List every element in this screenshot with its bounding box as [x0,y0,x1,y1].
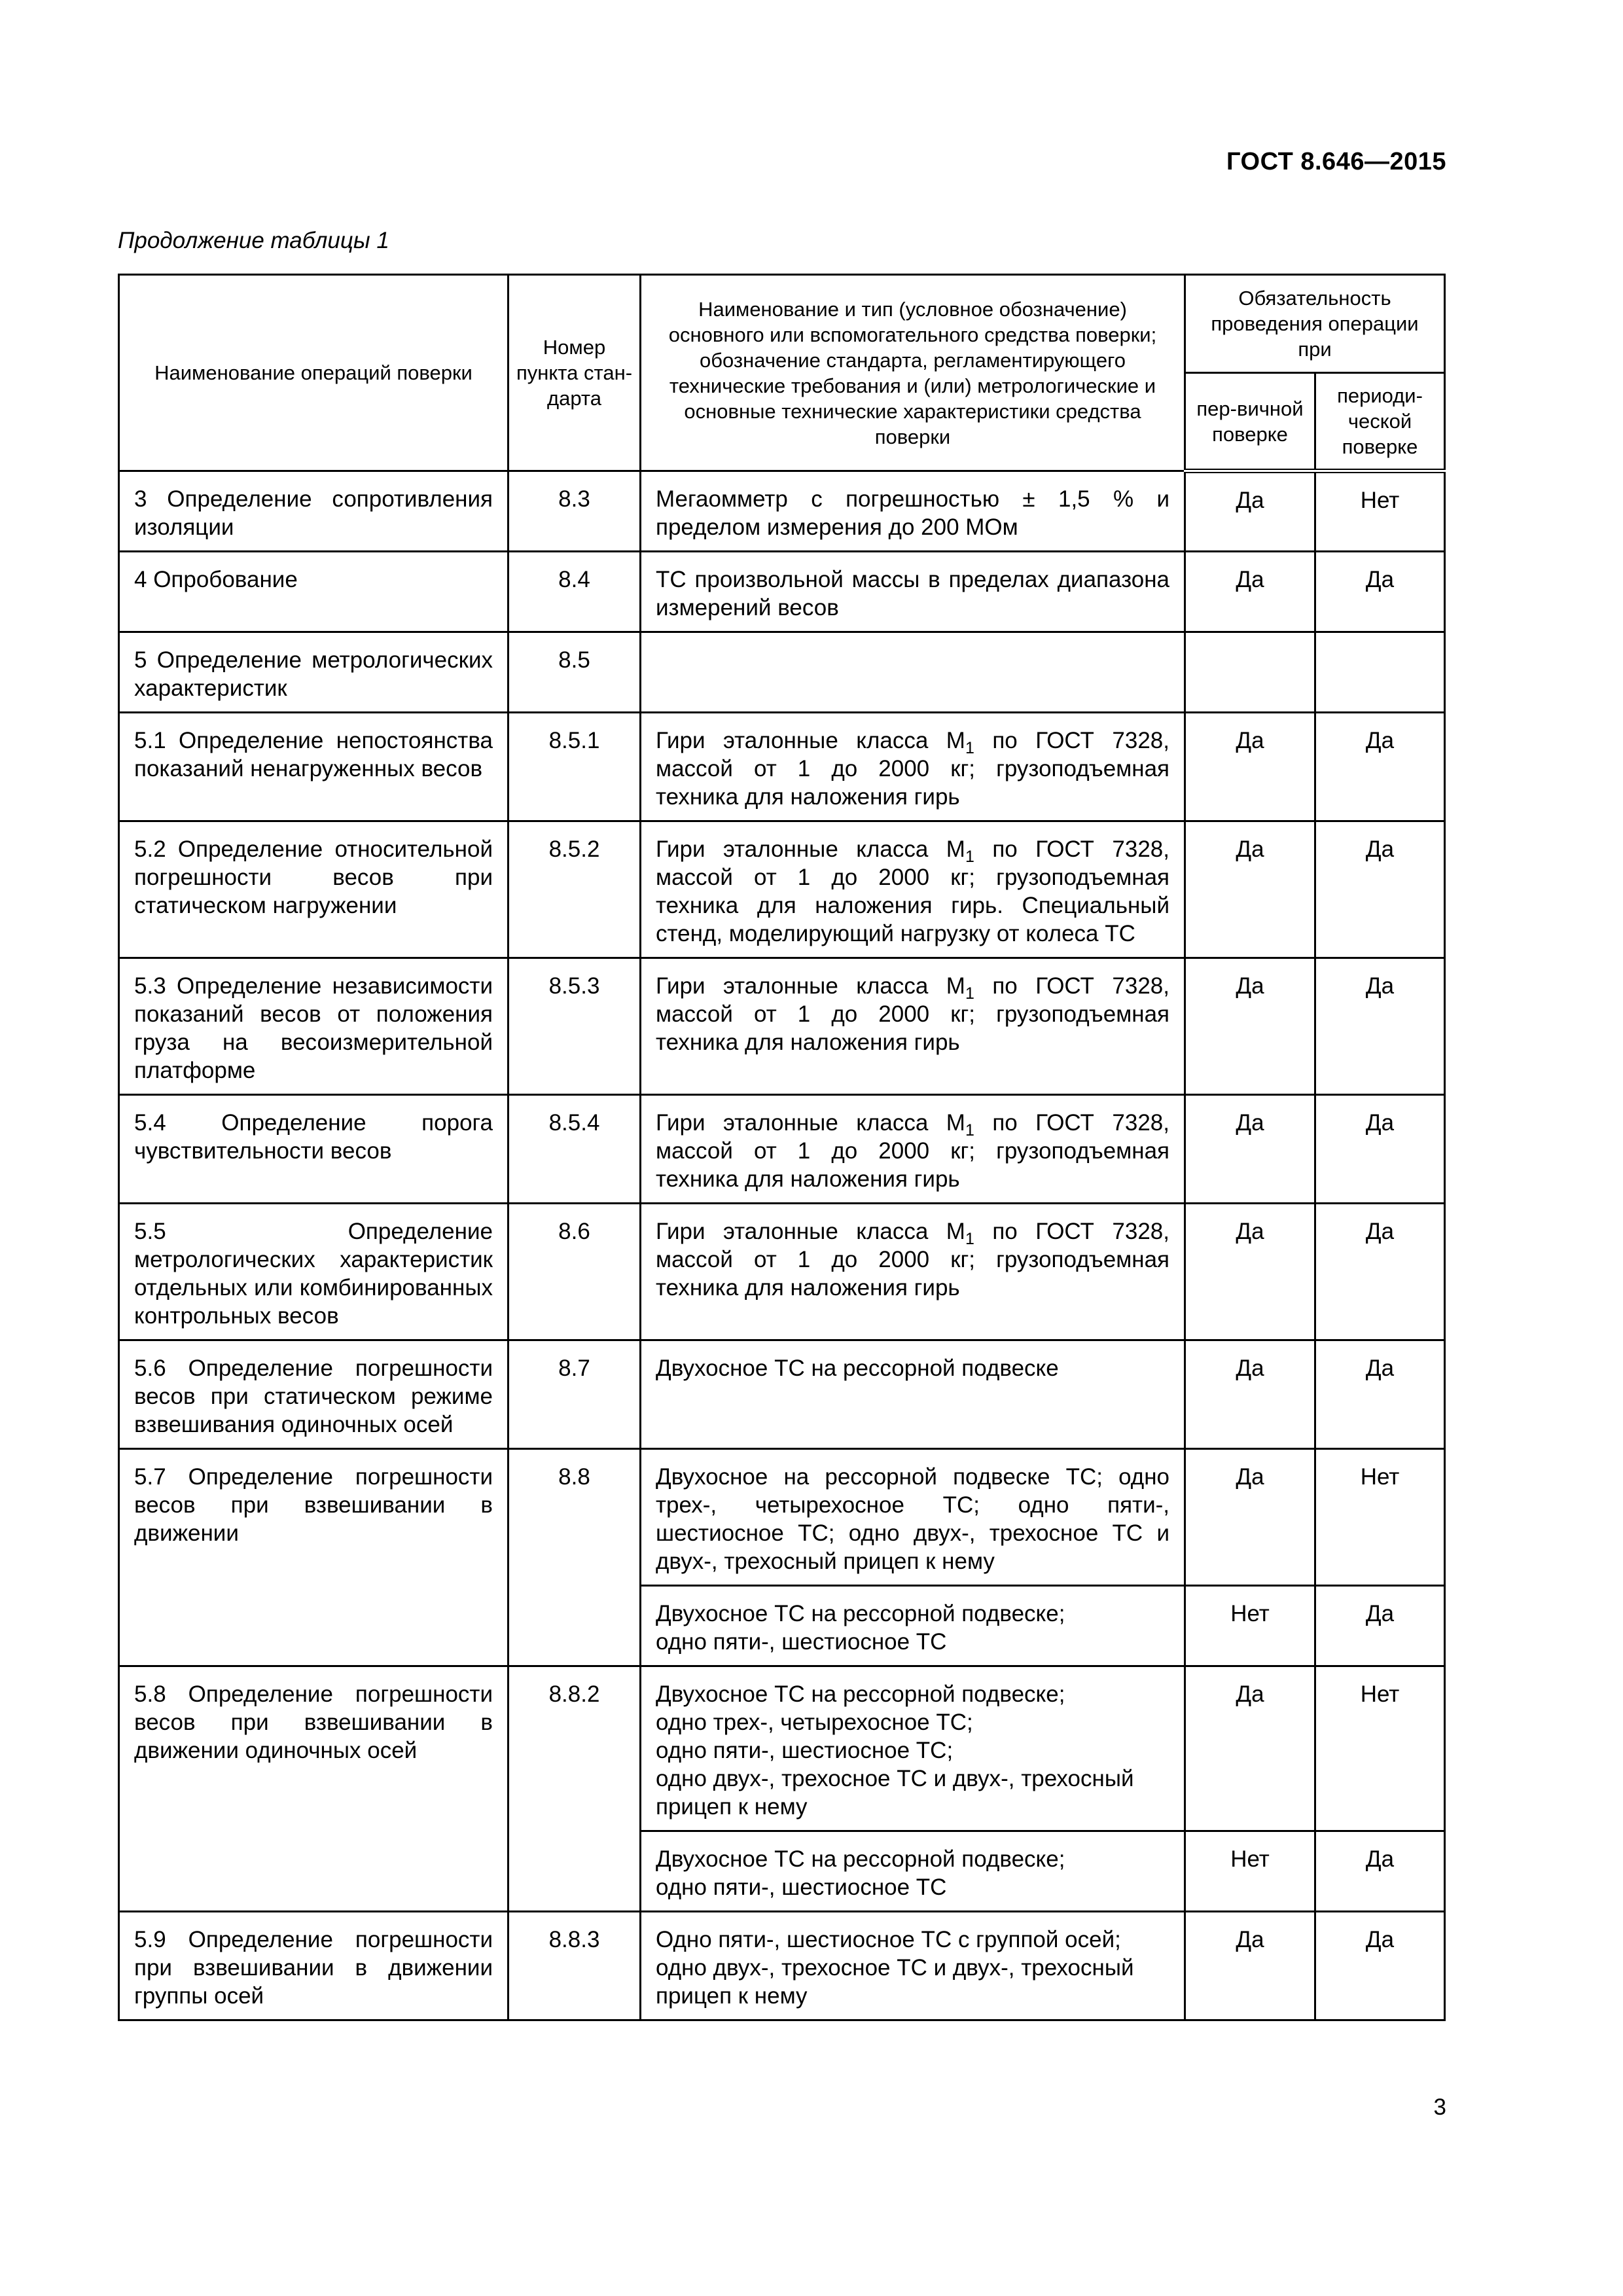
operation-cell: 5.9 Определение погрешности при взвешивании в движении группы осей [119,1912,508,2020]
means-cell [641,1666,1185,1831]
document-code: ГОСТ 8.646—2015 [1226,148,1446,175]
table-row [119,1449,1445,1586]
periodic-cell: Нет [1315,1449,1445,1586]
class-subscript: 1 [965,848,974,866]
header-primary: пер-вичной поверке [1185,373,1315,471]
clause-cell: 8.8.3 [508,1912,641,2020]
header-mandatory: Обязательность проведения операции при [1185,275,1445,373]
operation-cell: 5.4 Определение порога чувствительности весов [119,1095,508,1204]
primary-cell: Да [1185,1449,1315,1586]
means-text: Гири эталонные класса М [656,728,965,753]
means-text: Гири эталонные класса М [656,1219,965,1244]
means-line: одно пяти-, шестиосное ТС; [656,1738,954,1763]
means-text: по ГОСТ 7328, массой от 1 до 2000 кг; грузоподъемная техника для наложения гирь [656,1110,1169,1192]
means-text: Двухосное ТС на рессорной подвеске; одно пяти-, шестиосное ТС [656,1601,1065,1655]
clause-cell: 8.5.3 [508,958,641,1095]
operation-cell: 5.7 Определение погрешности весов при взвешивании в движении [119,1449,508,1666]
periodic-cell: Да [1315,1831,1445,1912]
means-cell [641,713,1185,821]
operation-cell: 5.3 Определение независимости показаний весов от положения груза на весоизмерительной платформе [119,958,508,1095]
means-line: Двухосное ТС на рессорной подвеске; [656,1846,1065,1872]
primary-cell: Нет [1185,1831,1315,1912]
means-cell: ТС произвольной массы в пределах диапазона измерений весов [641,552,1185,632]
clause-cell: 8.8 [508,1449,641,1666]
header-operation: Наименование операций поверки [119,275,508,471]
means-cell [641,1095,1185,1204]
periodic-cell: Да [1315,1204,1445,1340]
table-row [119,1340,1445,1449]
clause-cell: 8.8.2 [508,1666,641,1912]
periodic-cell: Нет [1315,471,1445,552]
means-line: одно трех-, четырехосное ТС; [656,1710,973,1735]
clause-cell: 8.5.1 [508,713,641,821]
periodic-cell: Да [1315,1340,1445,1449]
clause-cell: 8.5 [508,632,641,713]
clause-cell: 8.5.2 [508,821,641,958]
clause-cell: 8.7 [508,1340,641,1449]
means-text: по ГОСТ 7328, массой от 1 до 2000 кг; грузоподъемная техника для наложения гирь. Специальный стенд, моделирующий нагрузку от колеса ТС [656,836,1169,946]
means-cell [641,1204,1185,1340]
primary-cell: Да [1185,552,1315,632]
means-text: по ГОСТ 7328, массой от 1 до 2000 кг; грузоподъемная техника для наложения гирь [656,728,1169,810]
operation-cell: 5.6 Определение погрешности весов при статическом режиме взвешивания одиночных осей [119,1340,508,1449]
primary-cell: Да [1185,1095,1315,1204]
clause-cell: 8.5.4 [508,1095,641,1204]
periodic-cell: Да [1315,713,1445,821]
class-subscript: 1 [965,984,974,1003]
table-continuation-caption: Продолжение таблицы 1 [118,228,389,253]
means-cell [641,958,1185,1095]
periodic-cell: Да [1315,958,1445,1095]
header-periodic: периоди-ческой поверке [1315,373,1445,471]
primary-cell: Да [1185,821,1315,958]
periodic-cell: Да [1315,1095,1445,1204]
primary-cell: Да [1185,1204,1315,1340]
class-subscript: 1 [965,1121,974,1139]
means-cell: Мегаомметр с погрешностью ± 1,5 % и пределом измерения до 200 МОм [641,471,1185,552]
periodic-cell: Да [1315,1912,1445,2020]
means-cell: Двухосное на рессорной подвеске ТС; одно трех-, четырехосное ТС; одно пяти-, шестиосное ТС; одно двух-, трехосное ТС и двух-, трехосный прицеп к нему [641,1449,1185,1586]
operation-cell: 5.8 Определение погрешности весов при взвешивании в движении одиночных осей [119,1666,508,1912]
means-cell [641,821,1185,958]
table-row [119,1666,1445,1831]
primary-cell: Да [1185,958,1315,1095]
primary-cell: Да [1185,471,1315,552]
means-text: по ГОСТ 7328, массой от 1 до 2000 кг; грузоподъемная техника для наложения гирь [656,1219,1169,1300]
means-cell [641,632,1185,713]
primary-cell [1185,632,1315,713]
table-row [119,958,1445,1095]
primary-cell: Да [1185,1340,1315,1449]
clause-cell: 8.3 [508,471,641,552]
table-row [119,1204,1445,1340]
primary-cell: Да [1185,713,1315,821]
table-row [119,632,1445,713]
header-means: Наименование и тип (условное обозначение) основного или вспомогательного средства поверки; обозначение стандарта, регламентирующего технические требования и (или) метрологические и основные технические характеристики средства поверки [641,275,1185,471]
operation-cell: 3 Определение сопротивления изоляции [119,471,508,552]
means-cell [641,1586,1185,1666]
means-text: Гири эталонные класса М [656,973,965,999]
means-line: Двухосное ТС на рессорной подвеске; [656,1681,1065,1707]
means-text: Гири эталонные класса М [656,836,965,862]
table-row [119,1095,1445,1204]
class-subscript: 1 [965,1230,974,1248]
periodic-cell: Да [1315,552,1445,632]
means-text: Гири эталонные класса М [656,1110,965,1136]
periodic-cell: Да [1315,1586,1445,1666]
means-line: одно пяти-, шестиосное ТС [656,1874,947,1900]
operation-cell: 5 Определение метрологических характеристик [119,632,508,713]
means-cell [641,1912,1185,2020]
table-row [119,552,1445,632]
page-number: 3 [1433,2094,1446,2120]
operation-cell: 5.5 Определение метрологических характеристик отдельных или комбинированных контрольных весов [119,1204,508,1340]
primary-cell: Нет [1185,1586,1315,1666]
periodic-cell [1315,632,1445,713]
means-line: одно двух-, трехосное ТС и двух-, трехосный прицеп к нему [656,1766,1134,1820]
means-line: одно двух-, трехосное ТС и двух-, трехосный прицеп к нему [656,1955,1134,2009]
periodic-cell: Да [1315,821,1445,958]
clause-cell: 8.6 [508,1204,641,1340]
table-row [119,821,1445,958]
operation-cell: 4 Опробование [119,552,508,632]
table-row [119,471,1445,552]
table-row [119,713,1445,821]
primary-cell: Да [1185,1666,1315,1831]
means-cell: Двухосное ТС на рессорной подвеске [641,1340,1185,1449]
primary-cell: Да [1185,1912,1315,2020]
clause-cell: 8.4 [508,552,641,632]
header-clause: Номер пункта стан-дарта [508,275,641,471]
means-text: по ГОСТ 7328, массой от 1 до 2000 кг; грузоподъемная техника для наложения гирь [656,973,1169,1055]
table-row [119,1912,1445,2020]
operation-cell: 5.1 Определение непостоянства показаний ненагруженных весов [119,713,508,821]
operation-cell: 5.2 Определение относительной погрешности весов при статическом нагружении [119,821,508,958]
periodic-cell: Нет [1315,1666,1445,1831]
verification-operations-table [118,274,1446,2021]
means-line: Одно пяти-, шестиосное ТС с группой осей; [656,1927,1121,1952]
means-cell [641,1831,1185,1912]
class-subscript: 1 [965,739,974,757]
